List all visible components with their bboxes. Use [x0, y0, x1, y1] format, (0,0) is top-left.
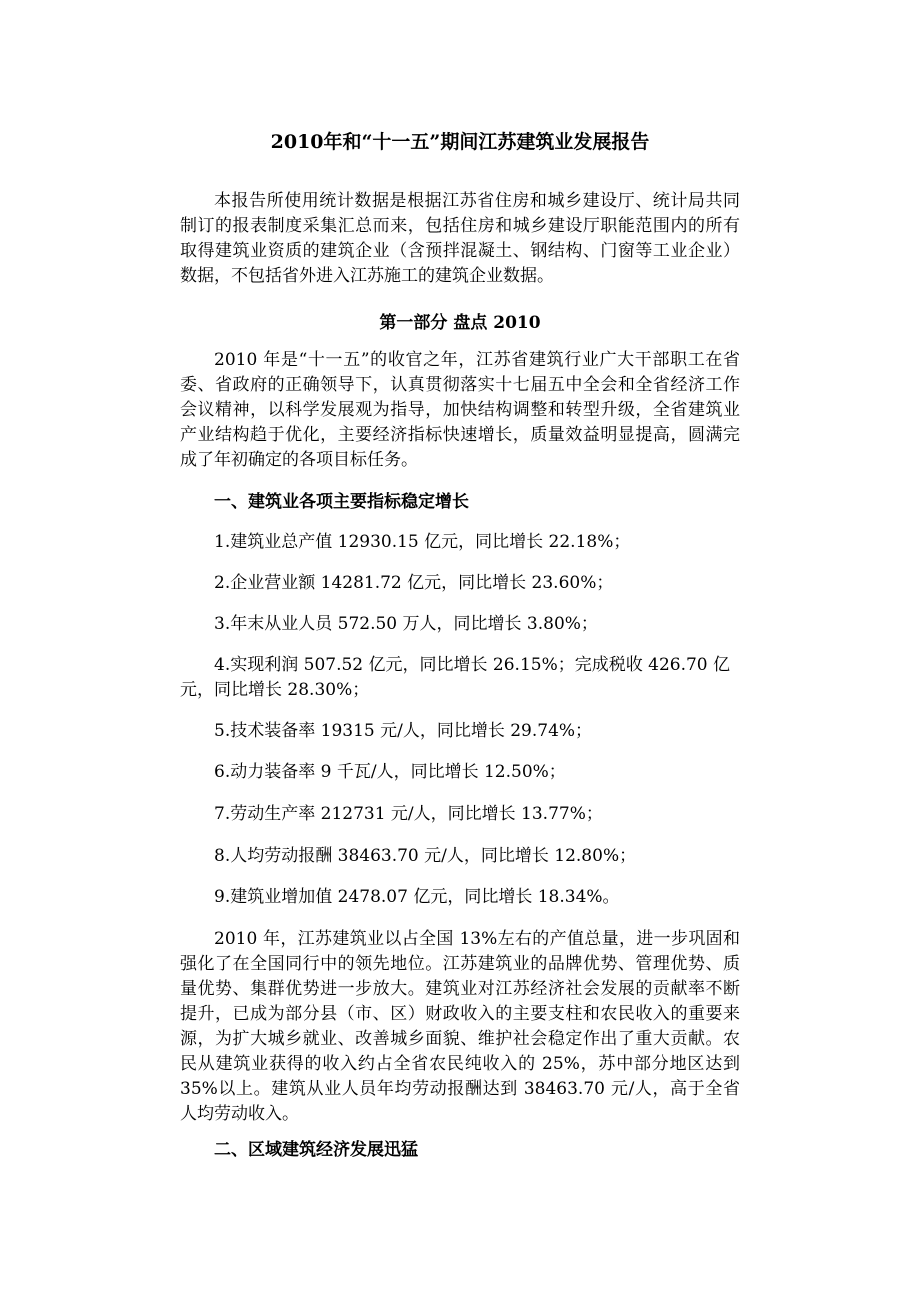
indicator-item: 5.技术装备率 19315 元/人，同比增长 29.74%； [214, 721, 593, 741]
indicator-item: 7.劳动生产率 212731 元/人，同比增长 13.77%； [214, 804, 603, 824]
intro-paragraph: 本报告所使用统计数据是根据江苏省住房和城乡建设厅、统计局共同制订的报表制度采集汇总而来，包括住房和城乡建设厅职能范围内的所有取得建筑业资质的建筑企业（含预拌混凝土、钢结构、门窗等工业企业）数据，不包括省外进入江苏施工的建筑企业数据。 [180, 191, 740, 286]
part-one-heading: 第一部分 盘点 2010 [379, 313, 541, 333]
indicator-item: 2.企业营业额 14281.72 亿元，同比增长 23.60%； [214, 573, 614, 593]
indicator-item: 9.建筑业增加值 2478.07 亿元，同比增长 18.34%。 [214, 887, 620, 907]
indicator-item: 6.动力装备率 9 千瓦/人，同比增长 12.50%； [214, 762, 566, 782]
part-one-intro-paragraph: 2010 年是“十一五”的收官之年，江苏省建筑行业广大干部职工在省委、省政府的正确领导下，认真贯彻落实十七届五中全会和全省经济工作会议精神，以科学发展观为指导，加快结构调整和转型升级，全省建筑业产业结构趋于优化，主要经济指标快速增长，质量效益明显提高，圆满完成了年初确定的各项目标任务。 [180, 350, 740, 470]
indicator-item: 8.人均劳动报酬 38463.70 元/人，同比增长 12.80%； [214, 846, 637, 866]
indicator-item: 1.建筑业总产值 12930.15 亿元，同比增长 22.18%； [214, 532, 631, 552]
section-one-heading: 一、建筑业各项主要指标稳定增长 [214, 492, 469, 512]
indicator-item: 3.年末从业人员 572.50 万人，同比增长 3.80%； [214, 614, 598, 634]
document-title: 2010年和“十一五”期间江苏建筑业发展报告 [270, 131, 650, 153]
summary-paragraph: 2010 年，江苏建筑业以占全国 13%左右的产值总量，进一步巩固和强化了在全国同行中的领先地位。江苏建筑业的品牌优势、管理优势、质量优势、集群优势进一步放大。建筑业对江苏经济社会发展的贡献率不断提升，已成为部分县（市、区）财政收入的主要支柱和农民收入的重要来源，为扩大城乡就业、改善城乡面貌、维护社会稳定作出了重大贡献。农民从建筑业获得的收入约占全省农民纯收入的 25%，苏中部分地区达到 35%以上。建筑从业人员年均劳动报酬达到 38463.70 元/人，高于全省人均劳动收入。 [180, 929, 740, 1124]
indicator-item: 4.实现利润 507.52 亿元，同比增长 26.15%；完成税收 426.70 亿元，同比增长 28.30%； [180, 655, 731, 700]
section-two-heading: 二、区域建筑经济发展迅猛 [214, 1140, 418, 1160]
